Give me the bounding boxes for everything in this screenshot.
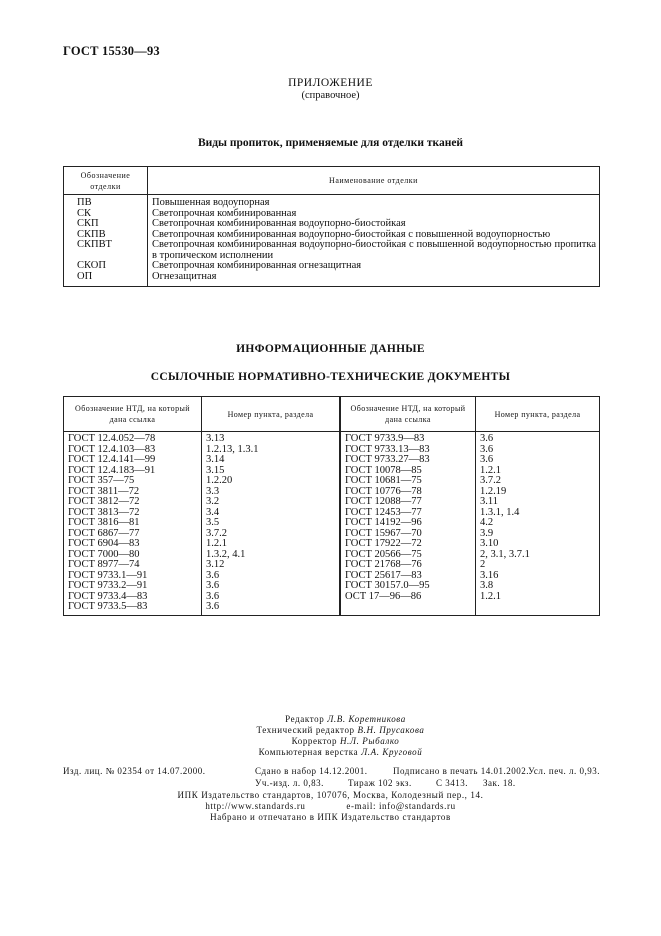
cell-code: ОП [64, 272, 148, 287]
publisher-address: ИПК Издательство стандартов, 107076, Москва, Колодезный пер., 14. [177, 790, 484, 800]
cell-clause-left: 3.3 [202, 487, 341, 498]
cell-doc-right: ГОСТ 30157.0—95 [340, 581, 476, 592]
cell-doc-left: ГОСТ 3813—72 [64, 508, 202, 519]
credit-name: Л.А. Круговой [361, 747, 423, 757]
cell-clause-left: 3.6 [202, 602, 341, 615]
cell-doc-right: ГОСТ 15967—70 [340, 529, 476, 540]
credit-tech-editor [0, 725, 661, 736]
cell-clause-right: 3.6 [480, 433, 494, 444]
table-row [64, 529, 600, 540]
col-header-name: Наименование отделки [148, 167, 600, 195]
cell-clause-left: 3.2 [202, 497, 341, 508]
cell-name: Светопрочная комбинированная водоупорно-биостойкая с повышенной водоупорностью [152, 228, 551, 240]
imprint-code: С 3413. [436, 778, 469, 788]
cell-clause-right: 3.6 [480, 443, 494, 455]
col-header-clause-left: Номер пункта, раздела [202, 397, 341, 432]
cell-doc-left: ГОСТ 8977—74 [64, 560, 202, 571]
cell-doc-right: ГОСТ 9733.13—83 [340, 445, 476, 456]
table-row [64, 455, 600, 466]
cell-doc-left: ГОСТ 9733.1—91 [64, 571, 202, 582]
imprint-run: Тираж 102 экз. [348, 778, 412, 788]
cell-doc-right: ГОСТ 9733.27—83 [340, 455, 476, 466]
cell-clause-left: 3.14 [202, 455, 341, 466]
credit-role: Корректор [291, 736, 338, 746]
table-header-row [64, 397, 600, 432]
info-title: ИНФОРМАЦИОННЫЕ ДАННЫЕ [236, 343, 425, 355]
cell-doc-right: ГОСТ 25617—83 [340, 571, 476, 582]
cell-clause-right: 1.2.1 [480, 464, 501, 476]
cell-clause-right: 1.2.19 [480, 485, 507, 497]
cell-doc-left: ГОСТ 6904—83 [64, 539, 202, 550]
references-table-body [64, 432, 600, 616]
table-row [64, 602, 600, 615]
cell-clause-right: 3.6 [480, 454, 494, 465]
cell-doc-left: ГОСТ 9733.5—83 [64, 602, 202, 615]
cell-clause-left: 3.4 [202, 508, 341, 519]
imprint-print-sheets: Усл. печ. л. 0,93. [528, 766, 600, 776]
cell-doc-left: ГОСТ 3811—72 [64, 487, 202, 498]
doc-header-code: ГОСТ 15530—93 [63, 44, 160, 58]
cell-clause-left: 1.3.2, 4.1 [202, 550, 341, 561]
table-row [64, 518, 600, 529]
imprint-sent: Сдано в набор 14.12.2001. [255, 766, 368, 776]
table-row [64, 195, 600, 209]
cell-doc-left: ГОСТ 7000—80 [64, 550, 202, 561]
table-row [64, 272, 600, 287]
table1-title: Виды пропиток, применяемые для отделки тканей [197, 137, 464, 149]
imprint-signed: Подписано в печать 14.01.2002. [393, 766, 530, 776]
cell-code: СКОП [64, 261, 148, 272]
cell-code: СК [64, 209, 148, 220]
cell-code: СКПВТ [64, 240, 148, 261]
credit-editor [0, 714, 661, 725]
cell-clause-right: 2 [480, 559, 486, 570]
publisher-printed: Набрано и отпечатано в ИПК Издательство стандартов [210, 812, 451, 822]
credits-block [0, 714, 661, 758]
col-header-clause-right: Номер пункта, раздела [476, 397, 600, 432]
cell-code: ПВ [64, 195, 148, 209]
cell-name: Светопрочная комбинированная [152, 207, 297, 219]
credit-name: Н.Л. Рыбалко [339, 736, 400, 746]
cell-name: Светопрочная комбинированная водоупорно-биостойкая [152, 218, 406, 229]
table-row [64, 476, 600, 487]
cell-clause-left: 3.6 [202, 592, 341, 603]
cell-doc-left: ГОСТ 9733.2—91 [64, 581, 202, 592]
cell-code: СКПВ [64, 230, 148, 241]
credit-corrector [0, 736, 661, 747]
cell-name: Повышенная водоупорная [152, 197, 270, 208]
cell-doc-right [340, 602, 476, 615]
imprint-order: Зак. 18. [483, 778, 516, 788]
publisher-site: http://www.standards.ru [205, 801, 306, 811]
cell-clause-right: 3.11 [480, 496, 498, 507]
cell-doc-right: ГОСТ 14192—96 [340, 518, 476, 529]
cell-doc-right: ОСТ 17—96—86 [340, 592, 476, 603]
cell-clause-left: 3.15 [202, 466, 341, 477]
publisher-block [0, 790, 661, 823]
col-header-doc-right: Обозначение НТД, на который дана ссылка [340, 397, 476, 432]
imprint-license: Изд. лиц. № 02354 от 14.07.2000. [63, 766, 206, 776]
table-row [64, 219, 600, 230]
cell-clause-right: 3.9 [480, 527, 494, 539]
table-row [64, 581, 600, 592]
references-title: ССЫЛОЧНЫЕ НОРМАТИВНО-ТЕХНИЧЕСКИЕ ДОКУМЕНТЫ [150, 371, 511, 383]
cell-clause-left: 1.2.13, 1.3.1 [202, 445, 341, 456]
cell-doc-right: ГОСТ 9733.9—83 [340, 432, 476, 445]
cell-doc-right: ГОСТ 10681—75 [340, 476, 476, 487]
table-row [64, 508, 600, 519]
cell-doc-left: ГОСТ 3812—72 [64, 497, 202, 508]
cell-clause-right: 1.3.1, 1.4 [480, 506, 520, 518]
col-header-code: Обозначение отделки [64, 167, 148, 195]
cell-name: Светопрочная комбинированная водоупорно-биостойкая с повышенной водоупорностью пропитка в тропическом исполнении [152, 239, 596, 261]
cell-clause-right: 3.16 [480, 569, 499, 581]
cell-clause-left: 3.5 [202, 518, 341, 529]
cell-doc-right: ГОСТ 12453—77 [340, 508, 476, 519]
cell-doc-left: ГОСТ 12.4.183—91 [64, 466, 202, 477]
impregnation-types-table [63, 166, 600, 287]
table-row [64, 432, 600, 445]
cell-code: СКП [64, 219, 148, 230]
cell-clause-right: 1.2.1 [480, 590, 501, 602]
appendix-subtitle: (справочное) [301, 90, 360, 101]
cell-clause-right: 3.7.2 [480, 475, 501, 486]
credit-role: Редактор [285, 714, 325, 724]
table-row [64, 466, 600, 477]
table-row [64, 539, 600, 550]
cell-clause-left: 3.6 [202, 571, 341, 582]
cell-doc-right: ГОСТ 12088—77 [340, 497, 476, 508]
cell-doc-left: ГОСТ 12.4.103—83 [64, 445, 202, 456]
cell-clause-left: 3.7.2 [202, 529, 341, 540]
col-header-doc-left: Обозначение НТД, на который дана ссылка [64, 397, 202, 432]
references-table [63, 396, 600, 616]
credit-role: Технический редактор [256, 725, 355, 735]
cell-clause-right: 2, 3.1, 3.7.1 [480, 548, 530, 560]
table-row [64, 240, 600, 261]
table-row [64, 560, 600, 571]
table-header-row [64, 167, 600, 195]
table-row [64, 261, 600, 272]
imprint-pub-sheets: Уч.-изд. л. 0,83. [255, 778, 324, 788]
credit-name: Л.В. Коретникова [327, 714, 406, 724]
cell-clause-right: 3.10 [480, 538, 499, 549]
cell-doc-right: ГОСТ 17922—72 [340, 539, 476, 550]
cell-clause-right: 4.2 [480, 517, 494, 528]
table-row [64, 497, 600, 508]
cell-name: Огнезащитная [152, 270, 217, 282]
cell-doc-left: ГОСТ 6867—77 [64, 529, 202, 540]
appendix-title: ПРИЛОЖЕНИЕ [288, 77, 373, 89]
credit-name: В.Н. Прусакова [357, 725, 425, 735]
cell-clause-left: 1.2.1 [202, 539, 341, 550]
table-row [64, 487, 600, 498]
cell-name: Светопрочная комбинированная огнезащитная [152, 260, 362, 271]
cell-doc-left: ГОСТ 357—75 [64, 476, 202, 487]
publisher-contacts [0, 801, 661, 812]
cell-clause-left: 3.12 [202, 560, 341, 571]
cell-doc-left: ГОСТ 3816—81 [64, 518, 202, 529]
cell-clause-left: 1.2.20 [202, 476, 341, 487]
publisher-email: e-mail: info@standards.ru [346, 801, 456, 811]
cell-doc-right: ГОСТ 21768—76 [340, 560, 476, 571]
cell-doc-left: ГОСТ 9733.4—83 [64, 592, 202, 603]
cell-doc-right: ГОСТ 20566—75 [340, 550, 476, 561]
cell-clause-right: 3.8 [480, 580, 494, 591]
credit-layout [0, 747, 661, 758]
cell-clause-left: 3.13 [202, 432, 341, 445]
cell-doc-right: ГОСТ 10776—78 [340, 487, 476, 498]
cell-doc-left: ГОСТ 12.4.052—78 [64, 432, 202, 445]
cell-doc-left: ГОСТ 12.4.141—99 [64, 455, 202, 466]
cell-doc-right: ГОСТ 10078—85 [340, 466, 476, 477]
table-row [64, 550, 600, 561]
cell-clause-left: 3.6 [202, 581, 341, 592]
credit-role: Компьютерная верстка [258, 747, 359, 757]
cell-clause-right [476, 602, 600, 615]
